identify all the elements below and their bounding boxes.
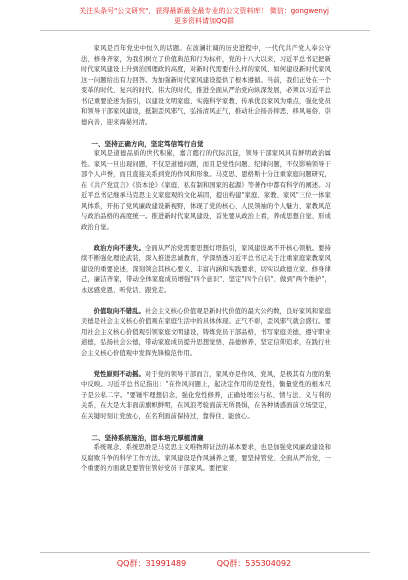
paragraph-text: 对于党的领导干部而言，家风亦是作风、党风，是极其有力度的集中反映。习近平总书记指出："在作风问题上，起决定作用的是党性，衡量党性的根本尺子是公私二字。"要锤牢理想信念，强化党性修养，正确处理公与私、情与法、义与利的关系，在大是大非面前旗帜鲜明，在风浪考验面前无所畏惧，在各种诱惑面前立场坚定，在关键时刻让党放心，在名利面前保持过，靠得住、能放心。 xyxy=(81,370,331,420)
footer xyxy=(0,558,408,569)
paragraph-gap xyxy=(81,422,331,433)
paragraph-text: 社会主义核心价值观是新时代价值的最大公约数，良好家风和家庭美德是社会主义核心价值观在家庭生活中的具体体现。正气不彰，歪风邪气就会盛行。要用社会主义核心价值观引领家庭文明建设，铸炼党员干部品格，书写家庭美德，遵守职业道德，弘扬社会公德，带动家庭成员提升思想觉悟、品德修养，坚定信仰追求，在践行社会主义核心价值观中发挥先锋模范作用。 xyxy=(81,307,331,357)
paragraph-gap xyxy=(81,233,331,244)
paragraph: 系统观念、系统思维是马克思主义唯物辩证法的基本要求，也是加强党风廉政建设和反腐败斗争的科学工作方法。家风建设是作风涵养之要，要坚持管党、全面从严治党，一个重要的方面就是要管住管好党员干部家风。要把家 xyxy=(81,444,331,472)
footer-qq-group-1: QQ群：31991489 xyxy=(116,559,187,568)
header-subtext: 更多资料请加QQ群 xyxy=(173,17,235,25)
paragraph xyxy=(81,307,331,360)
paragraph-lead: 价值取向不错乱。 xyxy=(93,307,145,315)
paragraph-lead: 党性原则不动摇。 xyxy=(93,370,145,378)
section-heading: 二、坚持系统施治，固本培元厚植清廉 xyxy=(91,433,204,442)
paragraph: 家风是道德品质的世代积累，嘉言懿行的代际沉淀，领导干部家风具有鲜明政治属性。家风一旦出现问题，不仅是道德问题，而且是党性问题、纪律问题，不仅影响领导干部个人声誉，而且直接关系到党的作风和形象。马克思、恩格斯十分注重家庭问题研究，在《共产党宣言》《资本论》《家庭、私有制和国家的起源》等著作中都有科学的阐述。习近平总书记继承马克思主义家庭观的文化基因，提出构建"家庭、家教、家风"三位一体家风体系，开拓了党风廉政建设新视野，体现了党的核心、人民领袖的个人魅力、家教风范与政治品格的高度统一。推进新时代家风建设，首先要从政治上看，养成思想自觉、形成政治自觉。 xyxy=(81,150,331,231)
paragraph-gap xyxy=(81,359,331,370)
paragraph: 家风是百年党史中恒久的话题。在波澜壮阔的历史进程中，一代代共产党人奉公守法、修身齐家，为我们树立了价值典范和行为标杆，党的十八大以来，习近平总书记把新时代家风建设上升到治国理政的高度，对新时代需要什么样的家风、如何建设新时代家风这一问题给出有力回答。为加强新时代家风建设提供了根本遵循。当前，我们正处在一个变革的时代、复兴的时代、伟大的时代，推进全面从严治党向纵深发展，必须以习近平总书记重要论述为指引，以建设文明家庭、实施科学家教、传承优良家风为重点，强化党员和领导干部家风建设，抵制歪风邪气，弘扬清风正气，推动社会扬善抑恶、移风易俗、崇德向善，迎来海晏河清。 xyxy=(81,45,331,126)
paragraph-gap xyxy=(81,296,331,307)
paragraph xyxy=(81,370,331,423)
paragraph xyxy=(81,244,331,297)
header-promo-text: 关注头条号"公文研究"，获得最新最全最专业的公文资料库！ 微信：gongwenyj xyxy=(79,7,329,15)
paragraph-lead: 政治方向不迷失。 xyxy=(93,244,145,252)
section-heading: 一、坚持正确方向，坚定笃信笃行自觉 xyxy=(91,139,204,148)
document-body xyxy=(81,44,331,475)
paragraph-gap xyxy=(81,128,331,139)
footer-qq-group-2: QQ群：535304092 xyxy=(216,559,292,568)
footer-divider xyxy=(40,552,370,553)
paragraph-text: 全面从严治党需要思想灯塔指引，家风建设离不开核心领航。要持续不断强化理论武装，深入推进忠诚教育，学深悟透习近平总书记关于注重家庭家教家风建设的重要论述，深刻领会其核心要义、丰富内涵和实践要求，切实以政德立家、修身律己，廉洁齐家，带动全体家庭成员增强"四个意识"、坚定"四个自信"、做到"两个维护"，永远感党恩、听党话、跟党走。 xyxy=(81,244,331,294)
header-divider xyxy=(40,30,370,31)
header-banner xyxy=(0,0,408,38)
